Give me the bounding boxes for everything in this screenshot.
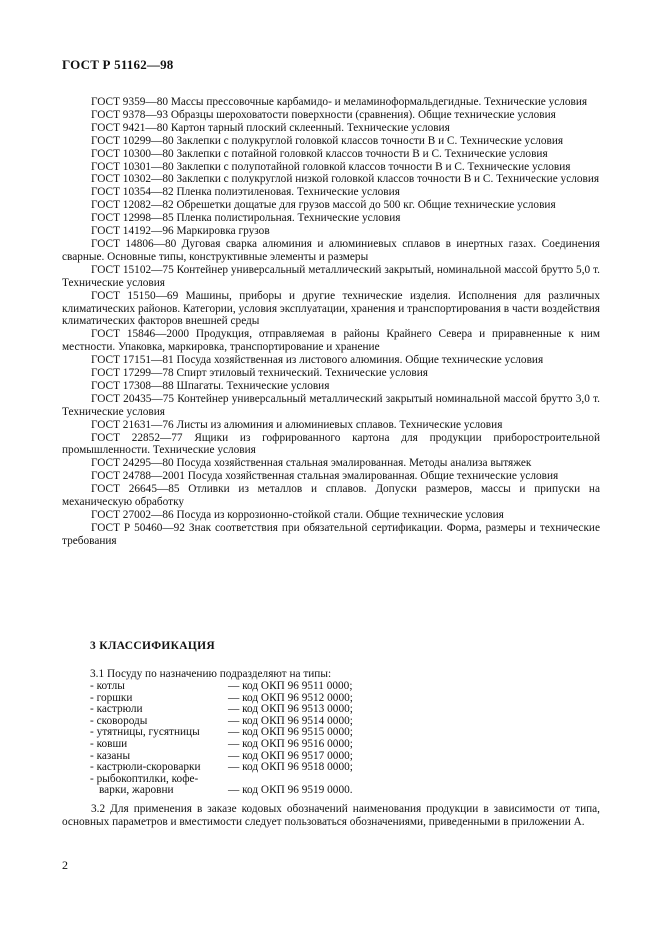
type-name: - утятницы, гусятницы <box>90 726 200 739</box>
reference-item: ГОСТ 10299—80 Заклепки с полукруглой головкой классов точности В и С. Технические условия <box>91 134 564 147</box>
reference-item: ГОСТ 20435—75 Контейнер универсальный металлический закрытый номинальной массой брутто 3,0 т. Технические условия <box>62 392 600 418</box>
type-name: - кастрюли-скороварки <box>90 761 201 774</box>
reference-item: ГОСТ 12998—85 Пленка полистирольная. Технические условия <box>91 212 401 225</box>
type-code: — код ОКП 96 9519 0000. <box>228 784 353 797</box>
type-name: - сковороды <box>90 714 148 727</box>
normative-references-list <box>62 96 600 548</box>
type-name-line: варки, жаровни <box>99 784 174 797</box>
reference-item: ГОСТ 26645—85 Отливки из металлов и сплавов. Допуски размеров, массы и припуски на механическую обработку <box>62 483 600 509</box>
reference-item: ГОСТ 21631—76 Листы из алюминия и алюминиевых сплавов. Технические условия <box>91 418 503 431</box>
types-table <box>90 681 353 797</box>
type-row <box>90 762 353 774</box>
document-header: ГОСТ Р 51162—98 <box>62 57 174 72</box>
reference-item: ГОСТ 15150—69 Машины, приборы и другие технические изделия. Исполнения для различных климатических районов. Категории, условия эксплуатации, хранения и транспортирования в части воздействия климатических факторов внешней среды <box>62 289 600 328</box>
type-name-line: - рыбокоптилки, кофе- <box>90 772 199 785</box>
reference-item: ГОСТ 24788—2001 Посуда хозяйственная стальная эмалированная. Общие технические условия <box>91 470 559 483</box>
reference-item: ГОСТ 10301—80 Заклепки с полупотайной головкой классов точности В и С. Технические условия <box>91 160 571 173</box>
type-row <box>90 774 353 797</box>
reference-item: ГОСТ 14192—96 Маркировка грузов <box>91 225 270 238</box>
reference-item: ГОСТ 14806—80 Дуговая сварка алюминия и алюминиевых сплавов в инертных газах. Соединения сварные. Основные типы, конструктивные элементы и размеры <box>62 237 600 263</box>
type-code: — код ОКП 96 9511 0000; <box>228 680 353 692</box>
type-code: — код ОКП 96 9513 0000; <box>228 703 353 716</box>
reference-item: ГОСТ 22852—77 Ящики из гофрированного картона для продукции приборостроительной промышленности. Технические условия <box>62 431 600 457</box>
reference-item: ГОСТ 15102—75 Контейнер универсальный металлический закрытый, номинальной массой брутто 5,0 т. Технические условия <box>62 263 600 289</box>
type-name: - горшки <box>90 691 133 704</box>
type-code: — код ОКП 96 9515 0000; <box>228 726 353 739</box>
type-code: — код ОКП 96 9514 0000; <box>228 714 353 727</box>
type-code: — код ОКП 96 9518 0000; <box>228 761 353 774</box>
type-row <box>90 739 353 751</box>
reference-item: ГОСТ 9378—93 Образцы шероховатости поверхности (сравнения). Общие технические условия <box>91 108 556 121</box>
reference-item: ГОСТ 15846—2000 Продукция, отправляемая в районы Крайнего Севера и приравненные к ним местности. Упаковка, маркировка, транспортирование и хранение <box>62 328 600 354</box>
reference-item: ГОСТ 10300—80 Заклепки с потайной головкой классов точности В и С. Технические условия <box>91 147 548 160</box>
reference-item: ГОСТ 12082—82 Обрешетки дощатые для грузов массой до 500 кг. Общие технические условия <box>91 199 556 212</box>
page-number: 2 <box>62 858 68 872</box>
type-row <box>90 681 353 693</box>
reference-item: ГОСТ 9421—80 Картон тарный плоский склеенный. Технические условия <box>91 121 450 134</box>
reference-item: ГОСТ 9359—80 Массы прессовочные карбамидо- и меламиноформальдегидные. Технические условия <box>91 96 588 108</box>
reference-item: ГОСТ 10354—82 Пленка полиэтиленовая. Технические условия <box>91 186 400 199</box>
reference-item: ГОСТ Р 50460—92 Знак соответствия при обязательной сертификации. Форма, размеры и технические требования <box>62 521 600 547</box>
type-name: - казаны <box>90 749 131 762</box>
reference-item: ГОСТ 17308—88 Шпагаты. Технические условия <box>91 379 330 392</box>
section-intro: 3.1 Посуду по назначению подразделяют на типы: <box>90 668 332 680</box>
reference-item: ГОСТ 24295—80 Посуда хозяйственная стальная эмалированная. Методы анализа вытяжек <box>91 457 532 470</box>
reference-item: ГОСТ 17151—81 Посуда хозяйственная из листового алюминия. Общие технические условия <box>91 354 544 367</box>
type-name: - ковши <box>90 737 128 750</box>
type-code: — код ОКП 96 9517 0000; <box>228 749 353 762</box>
type-code: — код ОКП 96 9512 0000; <box>228 691 353 704</box>
type-name: - котлы <box>90 680 125 692</box>
type-code: — код ОКП 96 9516 0000; <box>228 737 353 750</box>
type-name: - кастрюли <box>90 703 143 716</box>
reference-item: ГОСТ 17299—78 Спирт этиловый технический. Технические условия <box>91 367 428 380</box>
paragraph-3-2: 3.2 Для применения в заказе кодовых обозначений наименования продукции в зависимости от типа, основных параметров и вместимости следует пользоваться обозначениями, приведенными в приложении А. <box>62 803 600 828</box>
section-title: 3 КЛАССИФИКАЦИЯ <box>90 640 215 652</box>
reference-item: ГОСТ 27002—86 Посуда из коррозионно-стойкой стали. Общие технические условия <box>91 509 504 521</box>
reference-item: ГОСТ 10302—80 Заклепки с полукруглой низкой головкой классов точности В и С. Технические условия <box>91 173 600 186</box>
type-name <box>90 774 228 797</box>
